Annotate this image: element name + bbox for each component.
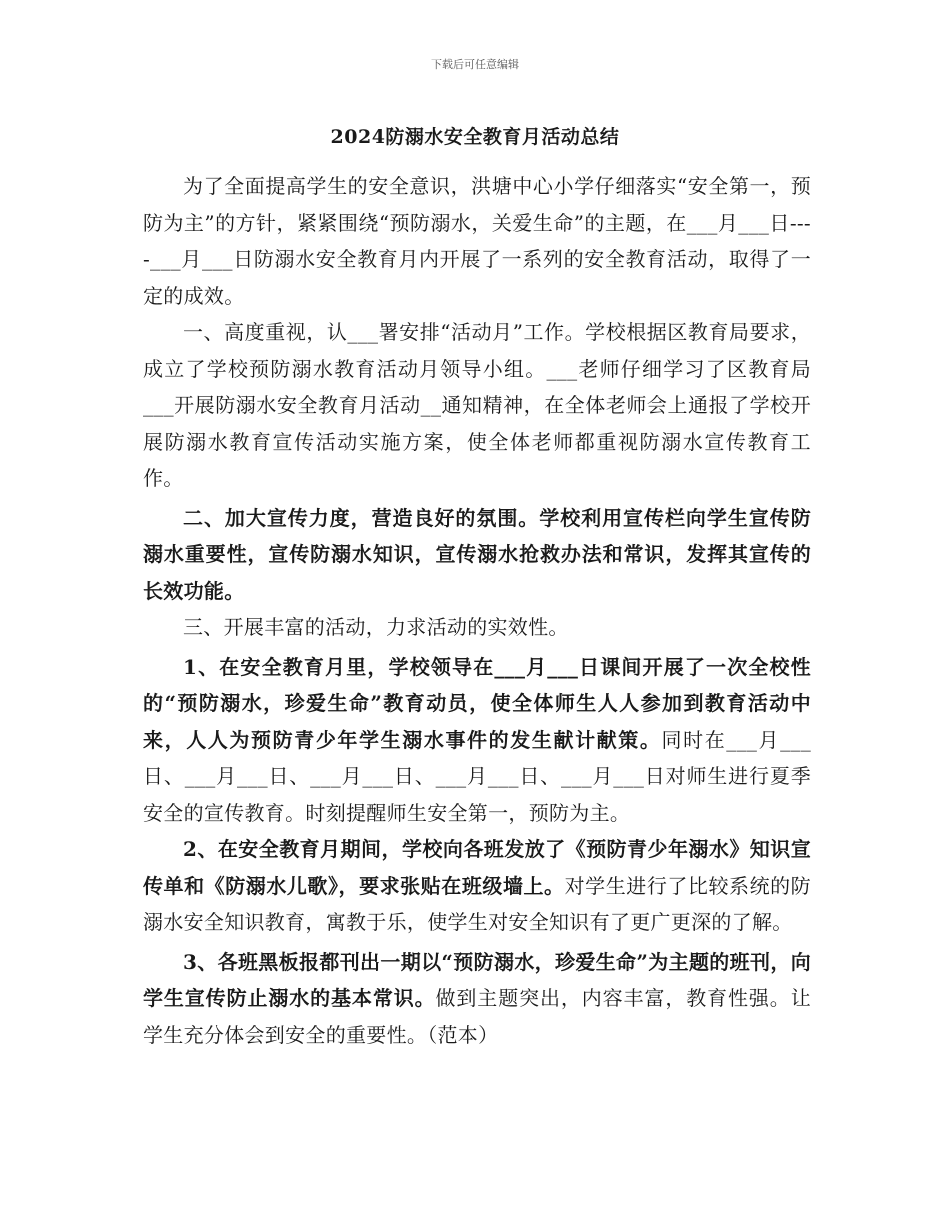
paragraph-text: 做到主题突出，内容丰富，教育性强。让学生充分体会到安全的重要性。（范本）: [143, 986, 812, 1047]
paragraph-text: 同时在___月___日、___月___日、___月___日、___月___日、___月___日对师生进行夏季安全的宣传教育。时刻提醒师生安全第一，预防为主。: [143, 727, 812, 825]
paragraph-item-1: [143, 649, 811, 832]
paragraph-item-3: [143, 944, 811, 1054]
paragraph-text: 一、高度重视，认___署安排“活动月”工作。学校根据区教育局要求，成立了学校预防溺水教育活动月领导小组。___老师仔细学习了区教育局___开展防溺水安全教育月活动__通知精神，在全体老师会上通报了学校开展防溺水教育宣传活动实施方案，使全体老师都重视防溺水宣传教育工作。: [143, 320, 811, 490]
paragraph-bold-text: 2、在安全教育月期间，学校向各班发放了《预防青少年溺水》知识宣传单和《防溺水儿歌》，要求张贴在班级墙上。: [143, 837, 811, 898]
paragraph-item-2: [143, 831, 811, 941]
page-header-note: 下载后可任意编辑: [431, 58, 519, 71]
paragraph-bold-text: 3、各班黑板报都刊出一期以“预防溺水，珍爱生命”为主题的班刊，向学生宣传防止溺水的基本常识。: [143, 949, 811, 1010]
paragraph-section-3: [143, 609, 811, 646]
document-title: 2024防溺水安全教育月活动总结: [330, 126, 620, 148]
document-body: [143, 168, 811, 1053]
paragraph-section-2: [143, 500, 811, 610]
paragraph-text: 为了全面提高学生的安全意识，洪塘中心小学仔细落实“安全第一，预防为主”的方针，紧紧围绕“预防溺水，关爱生命”的主题，在___月___日----___月___日防溺水安全教育月内开展了一系列的安全教育活动，取得了一定的成效。: [143, 174, 811, 308]
paragraph-intro: [143, 168, 811, 314]
paragraph-text: 对学生进行了比较系统的防溺水安全知识教育，寓教于乐，使学生对安全知识有了更广更深的了解。: [143, 873, 811, 934]
paragraph-bold-text: 二、加大宣传力度，营造良好的氛围。学校利用宣传栏向学生宣传防溺水重要性，宣传防溺水知识，宣传溺水抢救办法和常识，发挥其宣传的长效功能。: [143, 505, 811, 603]
paragraph-text: 三、开展丰富的活动，力求活动的实效性。: [183, 615, 569, 639]
paragraph-bold-text: 1、在安全教育月里，学校领导在___月___日课间开展了一次全校性的“预防溺水，珍爱生命”教育动员，使全体师生人人参加到教育活动中来，人人为预防青少年学生溺水事件的发生献计献策。: [143, 654, 811, 752]
paragraph-section-1: [143, 314, 811, 497]
